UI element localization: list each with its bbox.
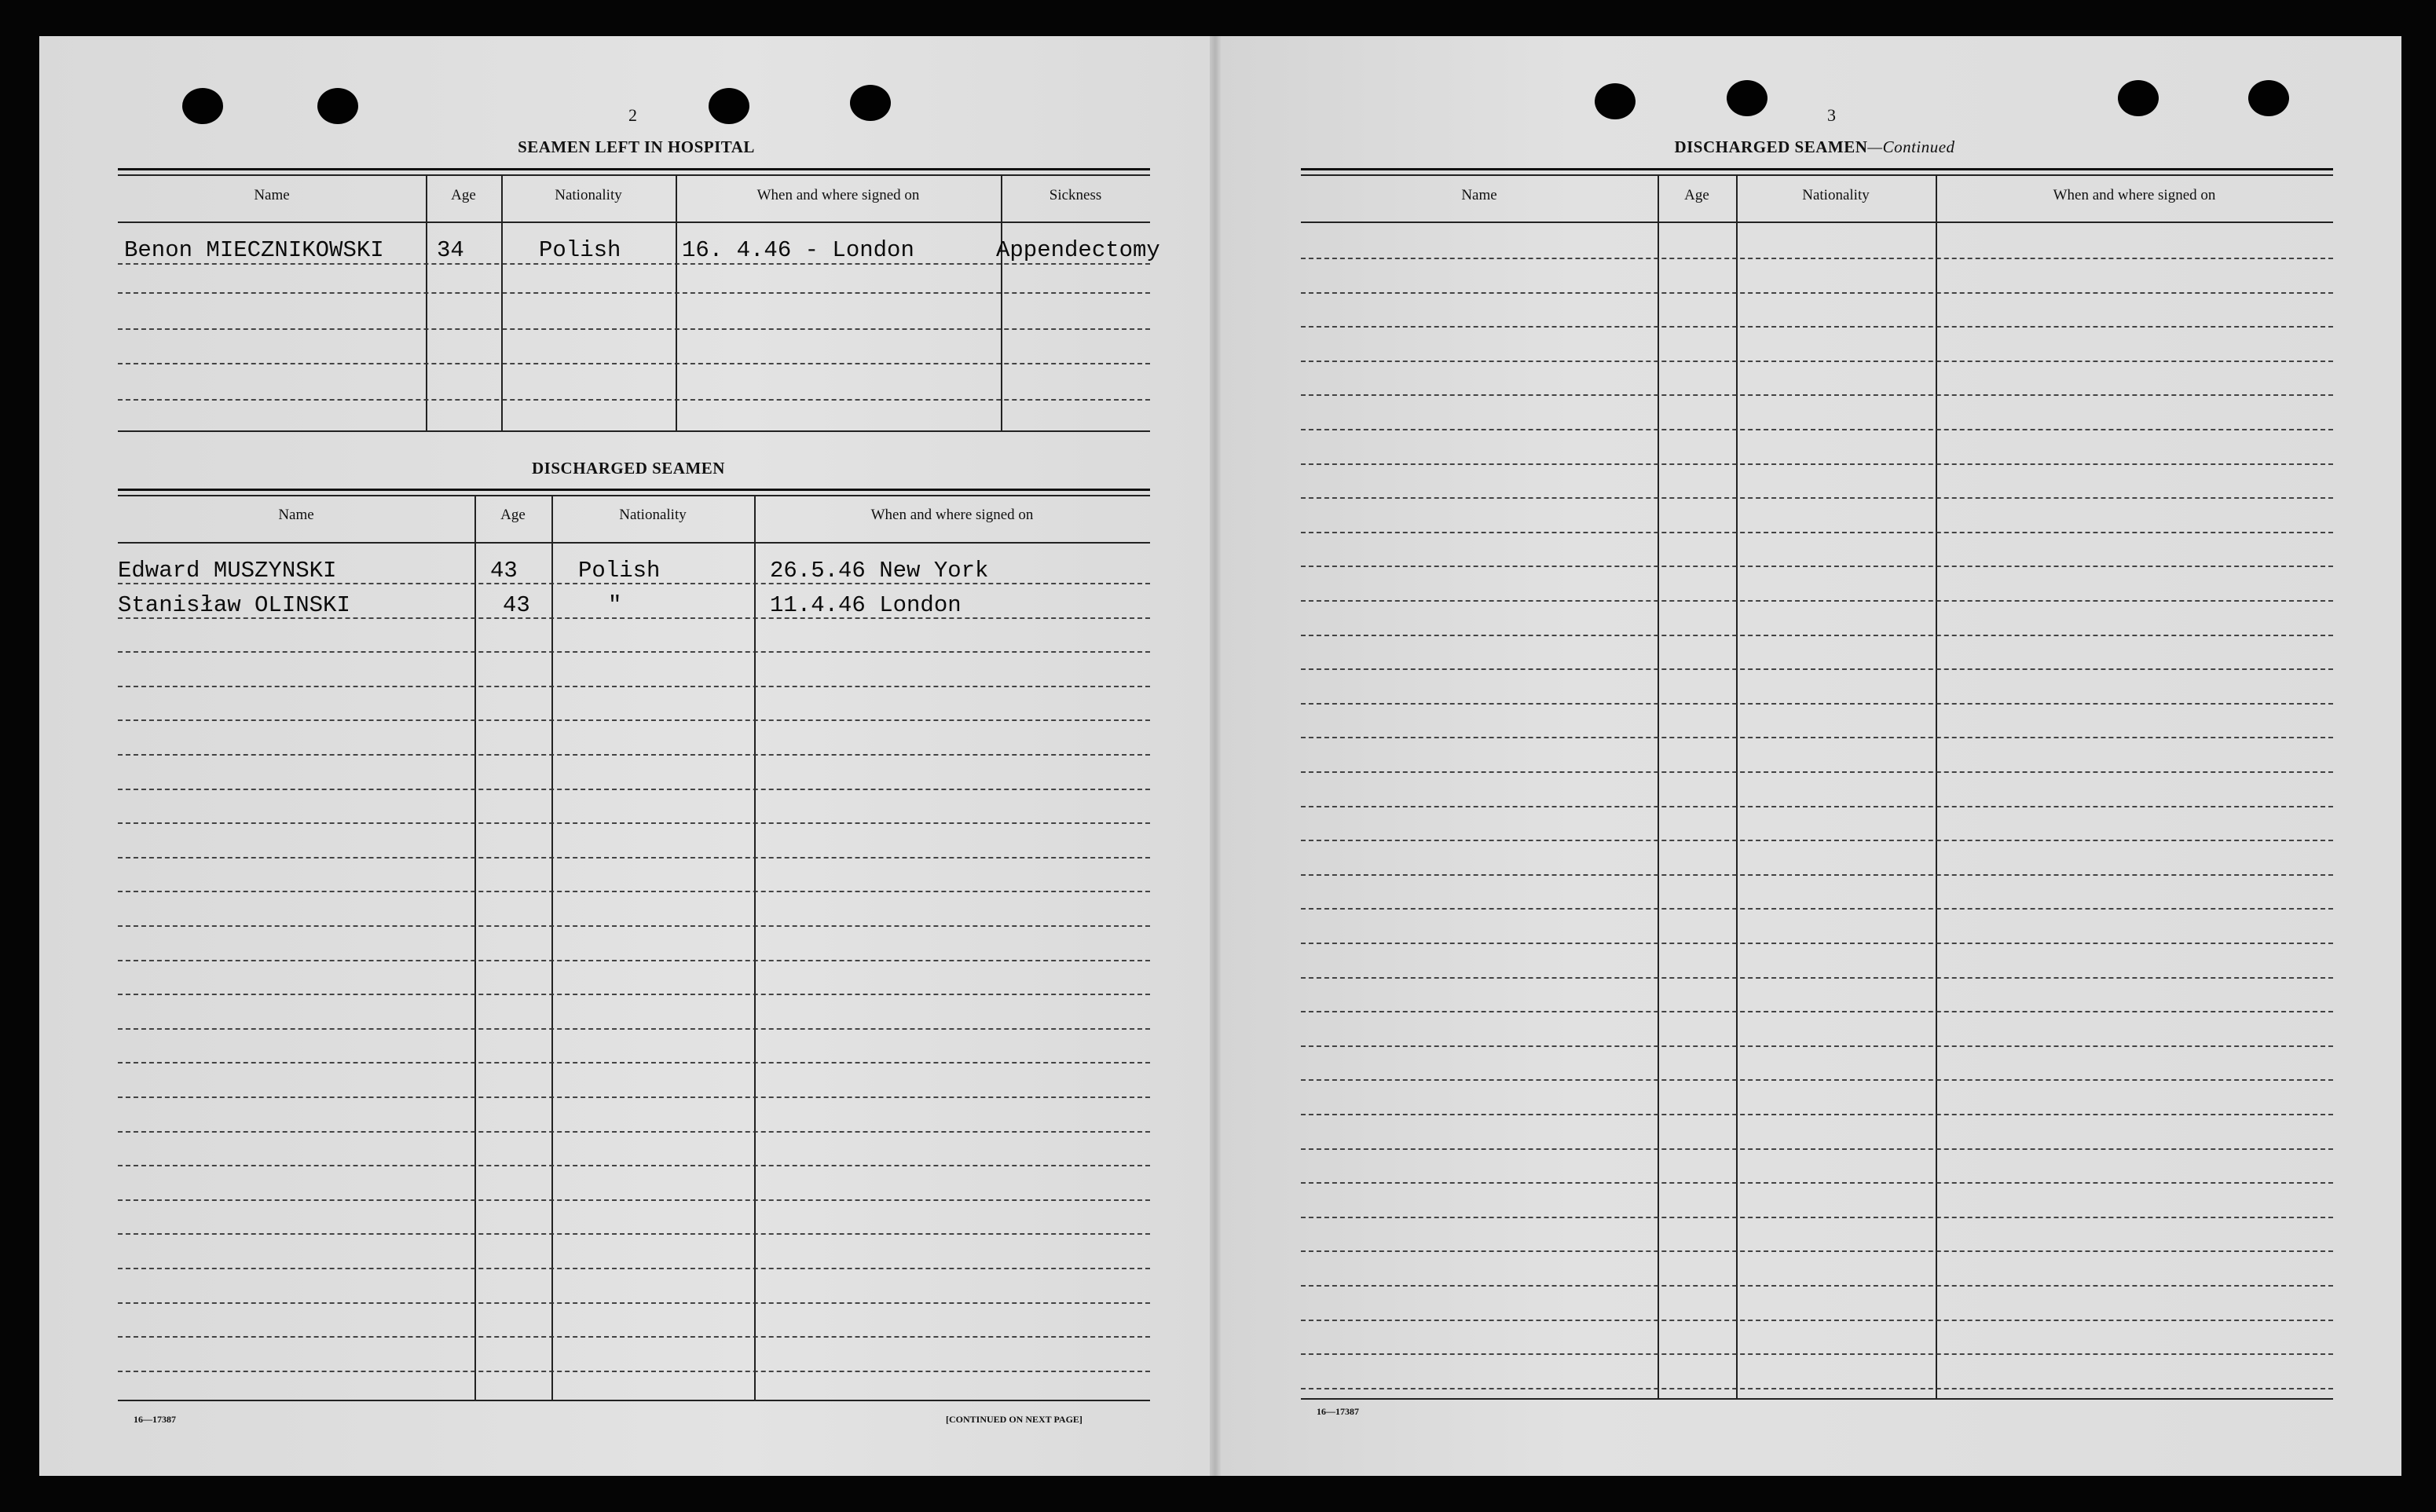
row-rule: [118, 1199, 1150, 1201]
column-header-signed-on: When and where signed on: [870, 507, 1034, 523]
row-rule: [118, 719, 1150, 721]
column-header-name: Name: [1461, 187, 1497, 203]
right-form-page: [1215, 36, 2401, 1476]
row-rule: [118, 651, 1150, 653]
row-rule: [1301, 463, 2333, 465]
table-rule: [1301, 168, 2333, 170]
row-rule: [1301, 532, 2333, 533]
hospital-age: 34: [437, 237, 464, 263]
row-rule: [1301, 361, 2333, 362]
discharged-section-title: DISCHARGED SEAMEN: [532, 459, 725, 478]
table-rule: [118, 489, 1150, 491]
row-rule: [118, 789, 1150, 790]
row-rule: [118, 1165, 1150, 1166]
column-divider: [1001, 176, 1002, 432]
row-rule: [1301, 600, 2333, 602]
row-rule: [118, 1131, 1150, 1133]
table-rule: [118, 430, 1150, 432]
row-rule: [1301, 1045, 2333, 1047]
row-rule: [118, 1268, 1150, 1269]
column-header-nationality: Nationality: [619, 507, 687, 523]
table-rule: [118, 174, 1150, 176]
row-rule: [1301, 1079, 2333, 1081]
form-number: 16—17387: [1317, 1406, 1359, 1417]
hospital-sickness: Appendectomy: [996, 237, 1160, 263]
column-divider: [501, 176, 503, 432]
column-divider: [676, 176, 677, 432]
column-divider: [474, 496, 476, 1400]
row-rule: [118, 960, 1150, 961]
column-header-signed-on: When and where signed on: [2053, 187, 2216, 203]
row-rule: [1301, 292, 2333, 294]
row-rule: [118, 1096, 1150, 1098]
row-rule: [1301, 771, 2333, 773]
column-header-age: Age: [1684, 187, 1709, 203]
row-rule: [118, 292, 1150, 294]
row-rule: [118, 263, 1150, 265]
column-header-sickness: Sickness: [1049, 187, 1102, 203]
discharged-nationality: ": [608, 592, 622, 618]
page-number: 2: [628, 105, 637, 125]
row-rule: [1301, 497, 2333, 499]
form-number: 16—17387: [134, 1414, 176, 1425]
row-rule: [118, 891, 1150, 892]
punch-hole: [317, 88, 358, 124]
row-rule: [118, 1028, 1150, 1030]
row-rule: [1301, 908, 2333, 910]
column-header-age: Age: [500, 507, 526, 523]
row-rule: [1301, 1182, 2333, 1184]
row-rule: [118, 328, 1150, 330]
table-rule: [1301, 1398, 2333, 1400]
row-rule: [1301, 394, 2333, 396]
title-main: DISCHARGED SEAMEN: [1674, 137, 1868, 156]
row-rule: [1301, 737, 2333, 738]
row-rule: [1301, 258, 2333, 259]
row-rule: [118, 1336, 1150, 1338]
row-rule: [1301, 874, 2333, 876]
column-header-age: Age: [451, 187, 476, 203]
row-rule: [1301, 326, 2333, 328]
discharged-age: 43: [503, 592, 530, 618]
column-divider: [426, 176, 427, 432]
continued-note: [CONTINUED ON NEXT PAGE]: [946, 1414, 1082, 1425]
row-rule: [1301, 1388, 2333, 1389]
row-rule: [1301, 635, 2333, 636]
row-rule: [118, 686, 1150, 687]
column-header-nationality: Nationality: [1802, 187, 1870, 203]
punch-hole: [709, 88, 749, 124]
hospital-nationality: Polish: [539, 237, 621, 263]
table-rule: [118, 221, 1150, 223]
row-rule: [1301, 1320, 2333, 1321]
row-rule: [1301, 668, 2333, 670]
discharged-name: Stanisław OLINSKI: [118, 592, 350, 618]
punch-hole: [850, 85, 891, 121]
row-rule: [118, 363, 1150, 364]
page-number: 3: [1827, 105, 1836, 125]
row-rule: [1301, 977, 2333, 979]
row-rule: [118, 583, 1150, 584]
discharged-signed-on: 26.5.46 New York: [770, 558, 989, 584]
row-rule: [118, 754, 1150, 756]
page-gutter: [1210, 36, 1221, 1476]
row-rule: [1301, 703, 2333, 705]
column-divider: [1736, 176, 1738, 1398]
row-rule: [118, 399, 1150, 401]
table-rule: [1301, 174, 2333, 176]
row-rule: [118, 1233, 1150, 1235]
hospital-section-title: SEAMEN LEFT IN HOSPITAL: [518, 137, 755, 156]
row-rule: [1301, 840, 2333, 841]
title-continued: —Continued: [1867, 137, 1955, 156]
hospital-name: Benon MIECZNIKOWSKI: [124, 237, 384, 263]
discharged-continued-title: [1618, 137, 2011, 157]
row-rule: [1301, 1353, 2333, 1355]
row-rule: [1301, 1148, 2333, 1150]
row-rule: [1301, 1011, 2333, 1012]
punch-hole: [1595, 83, 1636, 119]
punch-hole: [2248, 80, 2289, 116]
discharged-nationality: Polish: [578, 558, 661, 584]
row-rule: [1301, 429, 2333, 430]
hospital-signed-on: 16. 4.46 - London: [682, 237, 914, 263]
column-header-nationality: Nationality: [555, 187, 622, 203]
column-divider: [1658, 176, 1659, 1398]
column-header-name: Name: [278, 507, 314, 523]
row-rule: [1301, 943, 2333, 944]
row-rule: [118, 994, 1150, 995]
row-rule: [1301, 1285, 2333, 1287]
column-divider: [551, 496, 553, 1400]
table-rule: [1301, 221, 2333, 223]
row-rule: [1301, 1250, 2333, 1252]
row-rule: [1301, 806, 2333, 807]
discharged-signed-on: 11.4.46 London: [770, 592, 962, 618]
row-rule: [118, 1062, 1150, 1064]
table-rule: [118, 542, 1150, 544]
row-rule: [118, 822, 1150, 824]
discharged-age: 43: [490, 558, 518, 584]
row-rule: [118, 617, 1150, 619]
row-rule: [118, 925, 1150, 927]
column-header-name: Name: [254, 187, 290, 203]
punch-hole: [182, 88, 223, 124]
row-rule: [118, 1371, 1150, 1372]
table-rule: [118, 168, 1150, 170]
table-rule: [118, 1400, 1150, 1401]
column-header-signed-on: When and where signed on: [756, 187, 920, 203]
row-rule: [1301, 566, 2333, 567]
table-rule: [118, 495, 1150, 496]
punch-hole: [1727, 80, 1767, 116]
row-rule: [118, 857, 1150, 859]
row-rule: [118, 1302, 1150, 1304]
punch-hole: [2118, 80, 2159, 116]
discharged-name: Edward MUSZYNSKI: [118, 558, 337, 584]
row-rule: [1301, 1217, 2333, 1218]
row-rule: [1301, 1114, 2333, 1115]
column-divider: [754, 496, 756, 1400]
column-divider: [1936, 176, 1937, 1398]
